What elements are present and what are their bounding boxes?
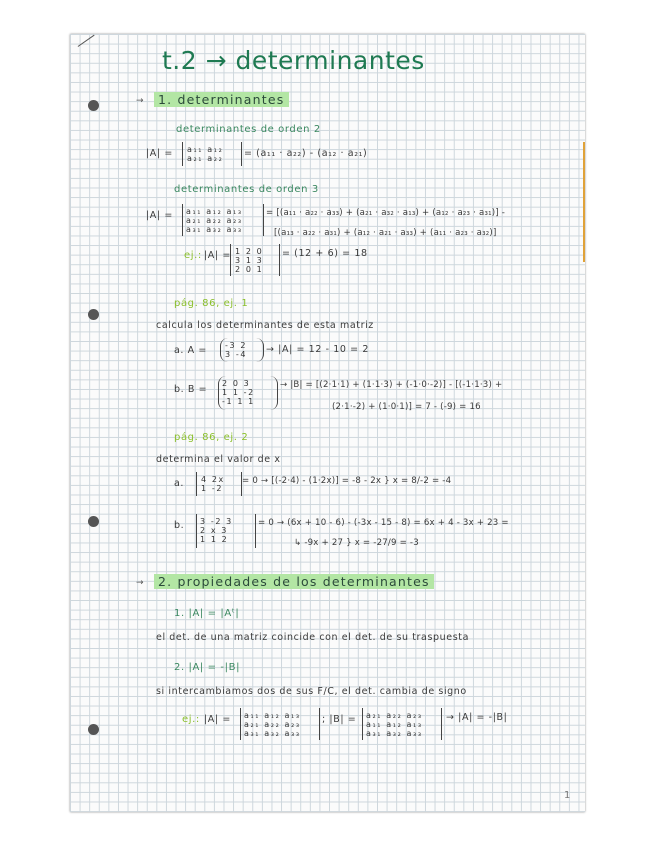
exercise-2a-result: = 0 → [(-2·4) - (1·2x)] = -8 - 2x } x = 8/-2 = -4 <box>242 476 452 486</box>
exercise-1-statement: calcula los determinantes de esta matriz <box>156 320 374 331</box>
property-2-lhs: |A| = <box>204 714 231 725</box>
exercise-2a-matrix <box>196 472 242 496</box>
matrix-row: -1 1 1 <box>222 397 255 406</box>
matrix-row: a₁₁ a₁₂ a₁₃ <box>244 711 301 720</box>
matrix-row: a₂₁ a₂₂ <box>187 154 224 163</box>
page-tab-marker <box>583 142 585 262</box>
matrix-row: 2 0 3 <box>222 379 251 388</box>
notebook-page <box>70 34 585 812</box>
orden-2-matrix <box>182 142 242 166</box>
corner-mark <box>78 35 95 48</box>
matrix-row: a₃₁ a₃₂ a₃₃ <box>244 729 301 738</box>
property-2-matrix-b <box>362 708 442 740</box>
exercise-1b-line-1: → |B| = [(2·1·1) + (1·1·3) + (-1·0·-2)] - [(-1·1·3) + <box>280 380 503 390</box>
matrix-row: 2 0 1 <box>235 265 264 274</box>
matrix-row: a₁₁ a₁₂ <box>187 145 224 154</box>
property-2-separator: ; |B| = <box>322 714 357 725</box>
matrix-row: a₃₁ a₃₂ a₃₃ <box>186 225 243 234</box>
example-label: ej.: <box>184 250 202 261</box>
example-result: = (12 + 6) = 18 <box>282 248 368 259</box>
matrix-row: 1 -2 <box>201 484 224 493</box>
sarrus-line-2: [(a₁₃ · a₂₂ · a₃₁) + (a₁₂ · a₂₁ · a₃₃) + (a₁₁ · a₂₃ · a₃₂)] <box>274 228 497 238</box>
example-matrix <box>230 244 280 276</box>
orden-3-heading: determinantes de orden 3 <box>174 184 319 195</box>
exercise-1b-label: b. B = <box>174 384 208 395</box>
section-arrow-icon: → <box>136 578 144 588</box>
section-2-heading: 2. propiedades de los determinantes <box>154 574 434 589</box>
example-lhs: |A| = <box>204 250 231 261</box>
exercise-2b-matrix <box>196 514 256 548</box>
sarrus-line-1: = [(a₁₁ · a₂₂ · a₃₃) + (a₂₁ · a₃₂ · a₁₃) + (a₁₂ · a₂₃ · a₃₁)] - <box>266 208 506 218</box>
matrix-row: 1 2 0 <box>235 247 264 256</box>
exercise-2b-line-2: ↳ -9x + 27 } x = -27/9 = -3 <box>294 538 419 548</box>
exercise-2b-line-1: = 0 → (6x + 10 - 6) - (-3x - 15 - 8) = 6x + 4 - 3x + 23 = <box>258 518 509 528</box>
property-2-matrix-a <box>240 708 320 740</box>
matrix-row: 1 1 2 <box>200 535 229 544</box>
matrix-row: 1 1 -2 <box>222 388 255 397</box>
matrix-row: a₂₁ a₂₂ a₂₃ <box>366 711 423 720</box>
matrix-row: a₁₁ a₁₂ a₁₃ <box>366 720 423 729</box>
matrix-row: 3 1 3 <box>235 256 264 265</box>
exercise-1a-matrix <box>220 338 264 362</box>
property-2-result: → |A| = -|B| <box>446 712 508 723</box>
matrix-row: 2 x 3 <box>200 526 228 535</box>
matrix-row: a₂₁ a₂₂ a₂₃ <box>186 216 243 225</box>
binder-hole <box>88 100 99 111</box>
orden-3-lhs: |A| = <box>146 210 173 221</box>
matrix-row: 4 2x <box>201 475 225 484</box>
binder-hole <box>88 516 99 527</box>
orden-2-lhs: |A| = <box>146 148 173 159</box>
exercise-2a-label: a. <box>174 478 185 489</box>
exercise-1a-label: a. A = <box>174 345 207 356</box>
matrix-row: 3 -4 <box>225 350 248 359</box>
orden-2-heading: determinantes de orden 2 <box>176 124 321 135</box>
matrix-row: a₃₁ a₃₂ a₃₃ <box>366 729 423 738</box>
page-number: 1 <box>564 790 571 801</box>
section-1-heading: 1. determinantes <box>154 92 289 107</box>
exercise-1b-matrix <box>218 376 278 410</box>
section-arrow-icon: → <box>136 96 144 106</box>
orden-2-formula: = (a₁₁ · a₂₂) - (a₁₂ · a₂₁) <box>244 148 368 159</box>
matrix-row: -3 2 <box>225 341 248 350</box>
binder-hole <box>88 309 99 320</box>
property-2-heading: 2. |A| = -|B| <box>174 662 241 673</box>
example-label: ej.: <box>182 714 200 725</box>
exercise-2-reference: pág. 86, ej. 2 <box>174 432 249 443</box>
exercise-1-reference: pág. 86, ej. 1 <box>174 298 249 309</box>
property-2-text: si intercambiamos dos de sus F/C, el det. cambia de signo <box>156 686 467 697</box>
orden-3-matrix <box>182 204 264 236</box>
exercise-2-statement: determina el valor de x <box>156 454 281 465</box>
exercise-1b-line-2: (2·1·-2) + (1·0·1)] = 7 - (-9) = 16 <box>332 402 481 412</box>
property-1-text: el det. de una matriz coincide con el det. de su traspuesta <box>156 632 470 643</box>
matrix-row: a₂₁ a₂₂ a₂₃ <box>244 720 301 729</box>
page-title: t.2 → determinantes <box>162 46 425 75</box>
matrix-row: 3 -2 3 <box>200 517 233 526</box>
exercise-2b-label: b. <box>174 520 185 531</box>
exercise-1a-result: → |A| = 12 - 10 = 2 <box>266 344 369 355</box>
binder-hole <box>88 724 99 735</box>
property-1-heading: 1. |A| = |Aᵗ| <box>174 608 240 619</box>
matrix-row: a₁₁ a₁₂ a₁₃ <box>186 207 243 216</box>
